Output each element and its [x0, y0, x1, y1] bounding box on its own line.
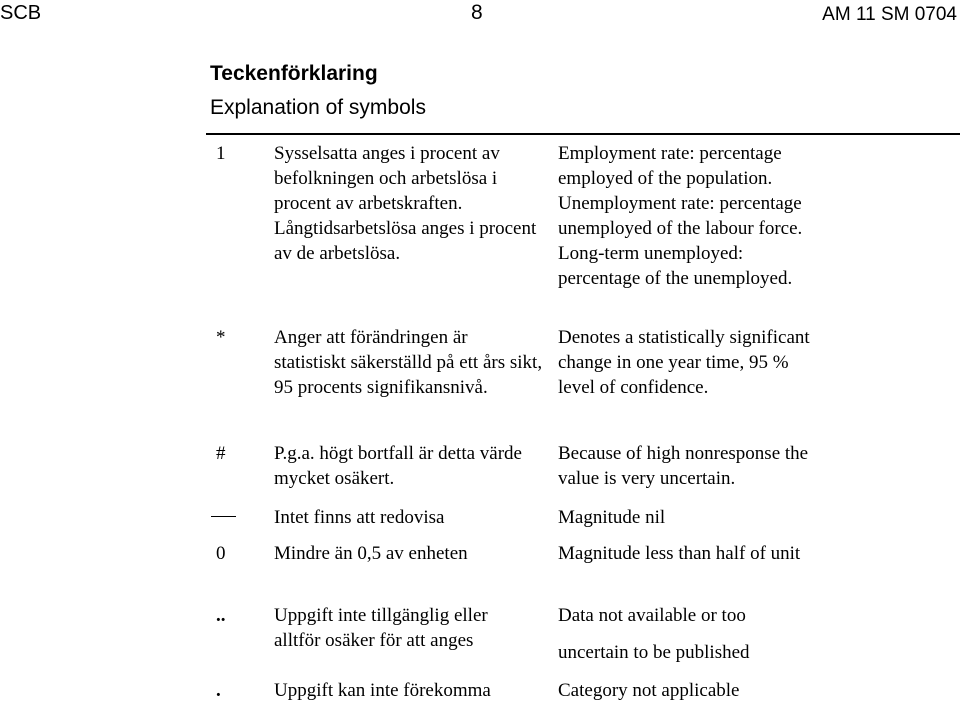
swedish-text-1: Sysselsatta anges i procent av befolkningen och arbetslösa i procent av arbetskraften. Långtidsarbetslösa anges i procent av de arbetslösa.	[274, 143, 537, 264]
page-title-swedish: Teckenförklaring	[210, 62, 378, 85]
symbol-asterisk: *	[216, 327, 226, 348]
header-org: SCB	[0, 2, 42, 24]
page-number: 8	[471, 1, 483, 24]
document-code: AM 11 SM 0704	[822, 4, 957, 25]
english-text-2: Denotes a statistically significant change in one year time, 95 % level of confidence.	[558, 327, 810, 398]
swedish-text-7: Uppgift kan inte förekomma	[274, 680, 491, 701]
english-text-4: Magnitude nil	[558, 507, 666, 528]
symbol-dash	[211, 516, 236, 517]
symbol-double-dot: ..	[216, 605, 226, 626]
english-text-3: Because of high nonresponse the value is very uncertain.	[558, 443, 809, 489]
swedish-text-3: P.g.a. högt bortfall är detta värde mycket osäkert.	[274, 443, 522, 489]
english-text-7: Category not applicable	[558, 680, 740, 701]
symbol-zero: 0	[216, 543, 226, 564]
symbol-hash: #	[216, 443, 226, 464]
english-text-5: Magnitude less than half of unit	[558, 543, 801, 564]
table-top-rule	[206, 133, 960, 135]
symbol-single-dot: .	[216, 680, 221, 701]
swedish-text-4: Intet finns att redovisa	[274, 507, 445, 528]
swedish-text-2: Anger att förändringen är statistiskt säkerställd på ett års sikt, 95 procents signifikansnivå.	[274, 327, 543, 398]
page-title-english: Explanation of symbols	[210, 96, 426, 119]
symbol-1: 1	[216, 143, 226, 164]
english-text-1: Employment rate: percentage employed of the population. Unemployment rate: percentage unemployed of the labour force. Long-term unemployed: percentage of the unemployed.	[558, 143, 803, 289]
swedish-text-5: Mindre än 0,5 av enheten	[274, 543, 468, 564]
english-text-6a: Data not available or too	[558, 605, 746, 626]
english-text-6b: uncertain to be published	[558, 642, 750, 663]
swedish-text-6: Uppgift inte tillgänglig eller alltför osäker för att anges	[274, 605, 488, 651]
